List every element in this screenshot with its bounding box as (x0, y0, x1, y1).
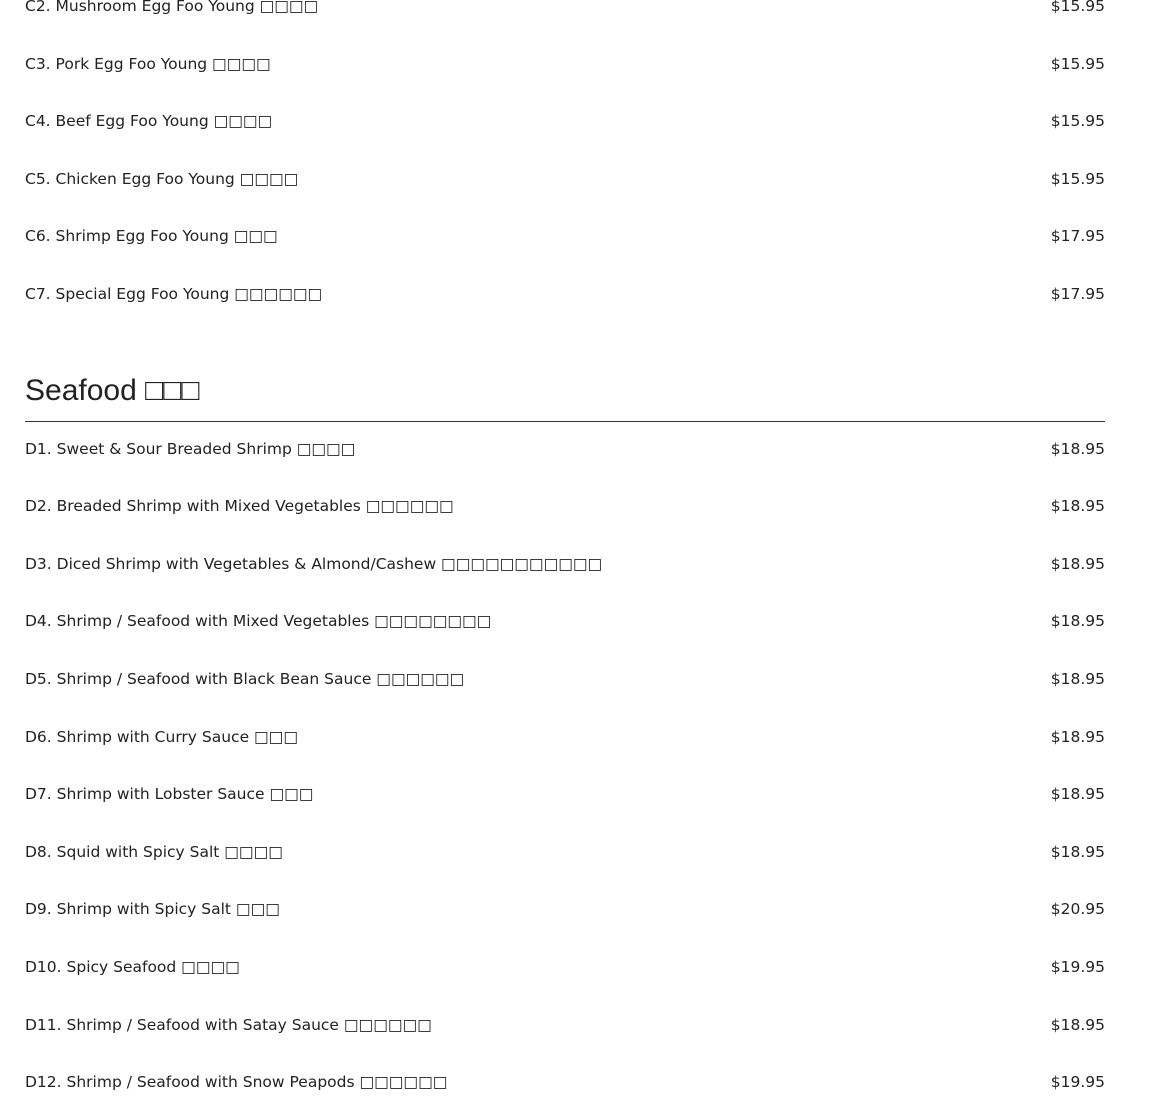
menu-item (25, 208, 1105, 266)
menu-item (25, 881, 1105, 939)
menu-item (25, 151, 1105, 209)
menu-item-price: $15.95 (1050, 169, 1105, 188)
menu-item (25, 478, 1105, 536)
menu-item-price: $15.95 (1050, 54, 1105, 73)
menu-item-name: C6. Shrimp Egg Foo Young □□□ (25, 227, 278, 246)
menu-item-price: $15.95 (1050, 0, 1105, 16)
menu-item (25, 1054, 1105, 1112)
section-title-seafood: Seafood □□□ (25, 373, 200, 407)
seafood-items (25, 421, 1105, 1112)
menu-item (25, 651, 1105, 709)
menu-item-price: $19.95 (1050, 957, 1105, 976)
menu-item-price: $18.95 (1050, 497, 1105, 516)
menu-item-name: C7. Special Egg Foo Young □□□□□□ (25, 285, 323, 304)
menu-item-name: D12. Shrimp / Seafood with Snow Peapods □□□□□□ (25, 1073, 448, 1092)
menu-item (25, 593, 1105, 651)
menu-item-name: C3. Pork Egg Foo Young □□□□ (25, 54, 271, 73)
menu-page (25, 0, 1105, 1112)
menu-item-name: C2. Mushroom Egg Foo Young □□□□ (25, 0, 319, 16)
menu-item (25, 266, 1105, 324)
menu-item-price: $17.95 (1050, 227, 1105, 246)
menu-item-price: $19.95 (1050, 1073, 1105, 1092)
menu-item-name: D10. Spicy Seafood □□□□ (25, 957, 240, 976)
menu-item-name: C5. Chicken Egg Foo Young □□□□ (25, 169, 299, 188)
menu-item-price: $18.95 (1050, 612, 1105, 631)
menu-item-name: D9. Shrimp with Spicy Salt □□□ (25, 900, 280, 919)
menu-item-price: $18.95 (1050, 669, 1105, 688)
menu-item (25, 824, 1105, 882)
menu-item-name: D1. Sweet & Sour Breaded Shrimp □□□□ (25, 439, 356, 458)
menu-item-name: D8. Squid with Spicy Salt □□□□ (25, 842, 283, 861)
menu-item (25, 709, 1105, 767)
egg-foo-young-items (25, 0, 1105, 324)
menu-item-price: $18.95 (1050, 554, 1105, 573)
menu-item (25, 421, 1105, 479)
menu-item-name: D4. Shrimp / Seafood with Mixed Vegetables □□□□□□□□ (25, 612, 492, 631)
menu-item (25, 36, 1105, 94)
menu-item-name: C4. Beef Egg Foo Young □□□□ (25, 112, 273, 131)
menu-item (25, 939, 1105, 997)
menu-item-price: $18.95 (1050, 842, 1105, 861)
menu-item (25, 536, 1105, 594)
menu-item-price: $15.95 (1050, 112, 1105, 131)
menu-item-price: $17.95 (1050, 285, 1105, 304)
menu-item-price: $18.95 (1050, 439, 1105, 458)
menu-item-name: D5. Shrimp / Seafood with Black Bean Sauce □□□□□□ (25, 669, 465, 688)
menu-item (25, 0, 1105, 36)
menu-item-name: D3. Diced Shrimp with Vegetables & Almond/Cashew □□□□□□□□□□□ (25, 554, 603, 573)
menu-item-price: $18.95 (1050, 785, 1105, 804)
menu-item (25, 93, 1105, 151)
section-spacer (25, 324, 1105, 368)
menu-item-name: D2. Breaded Shrimp with Mixed Vegetables □□□□□□ (25, 497, 454, 516)
menu-item-price: $18.95 (1050, 1015, 1105, 1034)
menu-item-price: $18.95 (1050, 727, 1105, 746)
menu-item (25, 766, 1105, 824)
menu-item-price: $20.95 (1050, 900, 1105, 919)
menu-item-name: D11. Shrimp / Seafood with Satay Sauce □□□□□□ (25, 1015, 432, 1034)
menu-item-name: D6. Shrimp with Curry Sauce □□□ (25, 727, 298, 746)
menu-item-name: D7. Shrimp with Lobster Sauce □□□ (25, 785, 314, 804)
menu-item (25, 997, 1105, 1055)
